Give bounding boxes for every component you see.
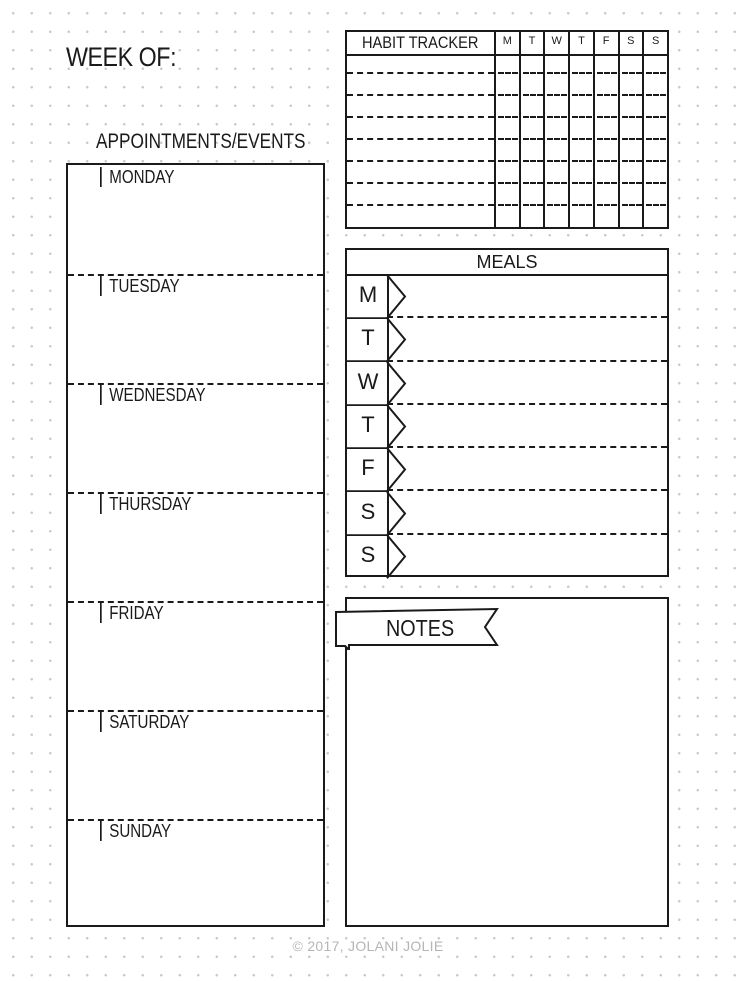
habit-day-label: S [652, 35, 660, 47]
habit-day-label: T [578, 35, 585, 47]
habit-day-column[interactable] [642, 32, 667, 227]
day-label-wednesday: WEDNESDAY [100, 385, 206, 405]
habit-row-line[interactable] [347, 72, 494, 74]
habit-cell-line [597, 204, 617, 206]
meal-day-letter: W [357, 368, 379, 394]
habit-cell-line [498, 160, 518, 162]
meals-tab-divider [387, 275, 389, 575]
habit-cell-line [646, 204, 666, 206]
habit-cell-line [622, 72, 642, 74]
meal-row-monday[interactable] [347, 275, 667, 318]
day-section-saturday[interactable] [68, 710, 323, 821]
habit-cell-line [622, 138, 642, 140]
meal-day-letter: S [360, 498, 376, 524]
habit-day-label: F [602, 35, 610, 47]
habit-cell-line [498, 116, 518, 118]
habit-cell-line [523, 94, 543, 96]
day-label-saturday: SATURDAY [100, 712, 189, 732]
habit-cell-line [547, 94, 567, 96]
habit-cell-line [523, 160, 543, 162]
habit-cell-line [498, 72, 518, 74]
meal-row-saturday[interactable] [347, 492, 667, 535]
page-title: WEEK OF: [66, 42, 177, 72]
habit-day-label: T [528, 35, 536, 47]
habit-cell-line [572, 116, 592, 118]
habit-cell-line [597, 94, 617, 96]
habit-cell-line [597, 138, 617, 140]
habit-cell-line [572, 204, 592, 206]
habit-cell-line [646, 138, 666, 140]
meal-row-sunday[interactable] [347, 535, 667, 578]
meal-row-thursday[interactable] [347, 405, 667, 448]
habit-row-line[interactable] [347, 182, 494, 184]
habit-cell-line [523, 72, 543, 74]
day-section-wednesday[interactable] [68, 383, 323, 494]
habit-cell-line [646, 160, 666, 162]
habit-row-line[interactable] [347, 94, 494, 96]
habit-cell-line [523, 204, 543, 206]
habit-cell-line [547, 204, 567, 206]
day-section-thursday[interactable] [68, 492, 323, 603]
habit-day-column[interactable] [494, 32, 519, 227]
day-section-monday[interactable] [68, 165, 323, 274]
habit-day-label: S [627, 35, 635, 47]
habit-cell-line [547, 182, 567, 184]
habit-cell-line [547, 160, 567, 162]
habit-day-label: M [502, 35, 512, 47]
habit-cell-line [622, 116, 642, 118]
habit-cell-line [646, 94, 666, 96]
habit-day-column[interactable] [618, 32, 643, 227]
habit-cell-line [622, 204, 642, 206]
appointments-box [66, 163, 325, 927]
habit-cell-line [523, 182, 543, 184]
habit-cell-line [523, 138, 543, 140]
habit-cell-line [547, 116, 567, 118]
habit-tracker [345, 30, 669, 229]
habit-cell-line [572, 160, 592, 162]
meal-day-letter: T [361, 411, 375, 437]
meal-day-letter: F [361, 455, 375, 481]
meals-title: MEALS [476, 252, 538, 272]
meal-row-friday[interactable] [347, 448, 667, 491]
habit-cell-line [622, 160, 642, 162]
habit-cell-line [572, 138, 592, 140]
meal-day-letter: S [360, 541, 376, 567]
habit-row-line[interactable] [347, 138, 494, 140]
meal-row-wednesday[interactable] [347, 362, 667, 405]
day-label-friday: FRIDAY [100, 603, 164, 623]
habit-cell-line [498, 138, 518, 140]
notes-title: NOTES [386, 615, 455, 641]
day-label-sunday: SUNDAY [100, 821, 171, 841]
habit-cell-line [547, 72, 567, 74]
habit-row-line[interactable] [347, 204, 494, 206]
habit-cell-line [597, 182, 617, 184]
habit-cell-line [622, 182, 642, 184]
habit-cell-line [597, 72, 617, 74]
meals-header [347, 250, 667, 276]
habit-day-label: W [551, 35, 562, 47]
habit-cell-line [498, 182, 518, 184]
habit-day-column[interactable] [593, 32, 618, 227]
day-section-friday[interactable] [68, 601, 323, 712]
meal-day-letter: M [358, 282, 378, 307]
habit-row-line[interactable] [347, 116, 494, 118]
habit-cell-line [597, 160, 617, 162]
meal-row-tuesday[interactable] [347, 318, 667, 361]
habit-cell-line [646, 72, 666, 74]
copyright-text: © 2017, JOLANI JOLIE [292, 938, 444, 954]
habit-cell-line [498, 94, 518, 96]
meals-box [345, 248, 669, 577]
habit-cell-line [523, 116, 543, 118]
habit-cell-line [572, 182, 592, 184]
appointments-heading: APPOINTMENTS/EVENTS [96, 130, 306, 153]
habit-tracker-title: HABIT TRACKER [362, 33, 479, 52]
habit-day-column[interactable] [543, 32, 568, 227]
habit-cell-line [498, 204, 518, 206]
habit-cell-line [622, 94, 642, 96]
habit-cell-line [572, 72, 592, 74]
habit-cell-line [547, 138, 567, 140]
habit-day-column[interactable] [568, 32, 593, 227]
habit-cell-line [572, 94, 592, 96]
day-label-thursday: THURSDAY [100, 494, 191, 514]
day-section-sunday[interactable] [68, 819, 323, 927]
meal-day-letter: T [361, 325, 375, 351]
day-label-monday: MONDAY [100, 167, 174, 187]
habit-cell-line [646, 116, 666, 118]
day-section-tuesday[interactable] [68, 274, 323, 385]
habit-cell-line [646, 182, 666, 184]
day-label-tuesday: TUESDAY [100, 276, 180, 296]
habit-row-line[interactable] [347, 160, 494, 162]
habit-cell-line [597, 116, 617, 118]
habit-day-column[interactable] [519, 32, 544, 227]
